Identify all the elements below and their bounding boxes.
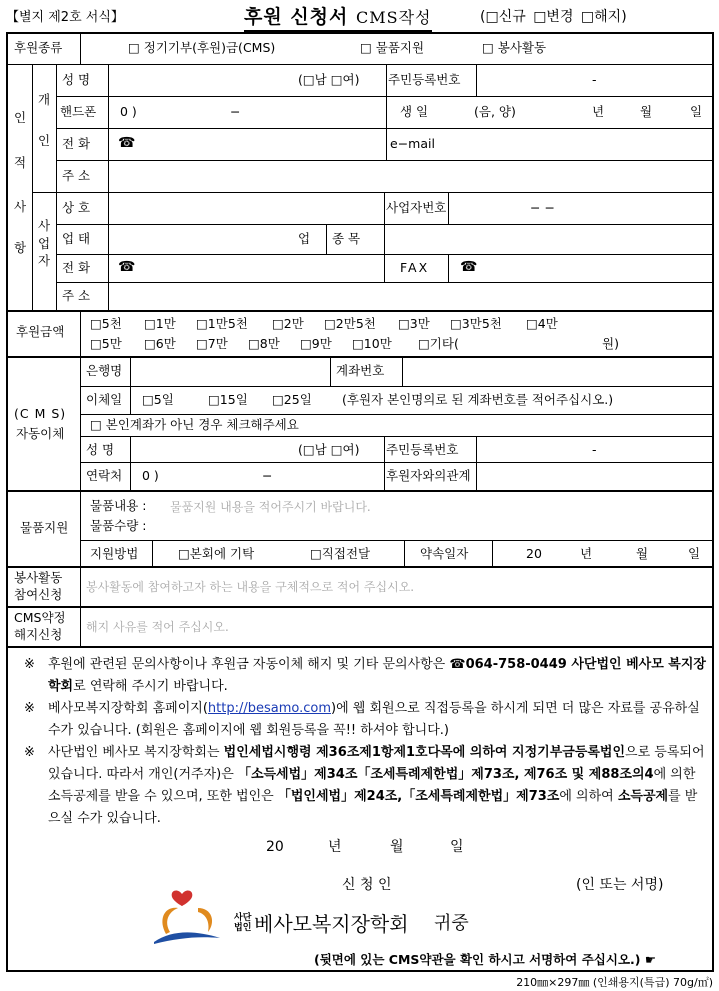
volunteer-label-1: 봉사활동 <box>14 570 63 585</box>
rule <box>8 356 712 358</box>
label-char: 인 <box>13 110 27 125</box>
label-char: 개 <box>37 92 51 107</box>
rule <box>386 96 387 160</box>
sign-year-label: 년 <box>328 839 342 855</box>
corp-small-2: 법인 <box>234 923 252 933</box>
amount-option[interactable]: □5천 <box>90 316 122 331</box>
cms-cancel-placeholder[interactable]: 해지 사유를 적어 주십시오. <box>86 620 229 634</box>
rule <box>80 310 81 648</box>
support-type-goods-checkbox[interactable]: □ 물품지원 <box>360 40 425 55</box>
note-bold: 「법인세법」제24조,「조세특례제한법」제73조 <box>277 789 560 804</box>
rule <box>330 356 331 386</box>
amount-other-unit: 원) <box>602 336 619 351</box>
transfer-day-label: 이체일 <box>86 392 123 407</box>
corp-small-1: 사단 <box>234 913 252 923</box>
label-char: 업 <box>37 235 51 251</box>
note-text: 베사모복지장학회 홈페이지( <box>48 701 208 716</box>
amount-option[interactable]: □1만 <box>144 316 176 331</box>
holder-contact-dash: − <box>262 468 273 483</box>
auto-transfer-label: 자동이체 <box>16 426 65 441</box>
appointment-year-label: 년 <box>580 546 593 561</box>
phone-icon: ☎ <box>118 259 136 275</box>
label-char: 항 <box>13 239 27 255</box>
fax-icon: ☎ <box>460 259 478 275</box>
application-form <box>6 32 714 972</box>
holder-resident-no-dash: - <box>592 442 597 457</box>
back-page-note: (뒷면에 있는 CMS약관을 확인 하시고 서명하여 주십시오.) ☛ <box>314 952 657 967</box>
goods-content-label: 물품내용 : <box>90 498 147 513</box>
rule <box>56 64 57 310</box>
rule <box>130 436 131 490</box>
homepage-link[interactable]: http://besamo.com <box>207 701 332 716</box>
rule <box>80 540 712 541</box>
rule <box>32 192 712 193</box>
note-mark: ※ <box>24 701 35 716</box>
note-text: 사단법인 베사모 복지장학회는 <box>48 745 224 760</box>
gender-checkbox[interactable]: (□남 □여) <box>298 72 360 87</box>
rule <box>8 606 712 608</box>
resident-no-label: 주민등록번호 <box>388 72 461 87</box>
rule <box>384 254 385 282</box>
amount-option[interactable]: □7만 <box>196 336 228 351</box>
amount-option[interactable]: □9만 <box>300 336 332 351</box>
biz-address-label: 주 소 <box>62 288 91 303</box>
form-number: 【별지 제2호 서식】 <box>6 10 124 25</box>
name-label: 성 명 <box>62 72 91 87</box>
birth-day: 일 <box>690 104 703 119</box>
contact-info: ☎064-758-0449 사단법인 베사모 복지장학회 <box>48 657 706 694</box>
phone-icon: ☎ <box>118 135 136 151</box>
fax-label: FAX <box>400 260 430 275</box>
individual-label <box>35 94 53 147</box>
amount-other-option[interactable]: □기타( <box>418 336 459 351</box>
note-text: 에 의하여 <box>559 789 618 804</box>
form-header <box>0 0 719 32</box>
rule <box>384 436 385 490</box>
title-main: 후원 신청서 <box>244 6 349 28</box>
cms-cancel-label-1: CMS약정 <box>14 610 66 625</box>
appointment-year: 20 <box>526 546 542 561</box>
appointment-month-label: 월 <box>636 546 649 561</box>
address-label: 주 소 <box>62 168 91 183</box>
rule <box>8 646 712 648</box>
label-char: 사 <box>37 218 51 233</box>
transfer-day-15[interactable]: □15일 <box>208 392 248 407</box>
support-method-label: 지원방법 <box>90 546 139 561</box>
note-3 <box>8 742 708 830</box>
business-label <box>35 220 53 268</box>
holder-gender-checkbox[interactable]: (□남 □여) <box>298 442 360 457</box>
relation-label: 후원자와의관계 <box>386 468 471 483</box>
rule <box>8 490 712 492</box>
amount-label: 후원금액 <box>16 324 65 339</box>
sign-month-label: 월 <box>390 839 404 855</box>
rule <box>404 540 405 566</box>
support-type-cms-checkbox[interactable]: □ 정기기부(후원)금(CMS) <box>128 40 276 55</box>
logo-heart <box>172 890 193 906</box>
sign-year: 20 <box>266 839 284 855</box>
rule <box>56 160 712 161</box>
amount-option[interactable]: □4만 <box>526 316 558 331</box>
biz-category-label-1: 업 <box>298 231 311 246</box>
cms-label: (C M S) <box>14 406 67 421</box>
title-suffix: CMS작성 <box>356 8 432 27</box>
note-bold: 소득공제 <box>617 789 669 804</box>
rule <box>80 414 712 415</box>
rule <box>108 64 109 310</box>
rule <box>476 436 477 490</box>
applicant-label: 신 청 인 <box>342 877 392 893</box>
rule <box>56 282 712 283</box>
rule <box>386 64 387 96</box>
birth-month: 월 <box>640 104 653 119</box>
sign-day-label: 일 <box>450 839 464 855</box>
holder-contact-prefix[interactable]: 0 ) <box>142 468 159 483</box>
rule <box>80 386 712 387</box>
amount-option[interactable]: □3만 <box>398 316 430 331</box>
rule <box>32 64 33 310</box>
rule <box>448 192 449 224</box>
bank-label: 은행명 <box>86 363 123 378</box>
amount-option[interactable]: □6만 <box>144 336 176 351</box>
birth-label: 생 일 <box>400 104 429 119</box>
note-bold: 「소득세법」제34조「조세특례제한법」제73조, 제76조 및 제88조의4 <box>237 767 654 782</box>
support-type-label: 후원종류 <box>14 40 63 55</box>
birth-calendar-type[interactable]: (음, 양) <box>474 104 516 119</box>
not-own-account-checkbox[interactable]: □ 본인계좌가 아닌 경우 체크해주세요 <box>90 417 299 432</box>
goods-qty-label: 물품수량 : <box>90 518 147 533</box>
rule <box>402 356 403 386</box>
amount-option[interactable]: □3만5천 <box>450 316 502 331</box>
volunteer-label-2: 참여신청 <box>14 587 63 602</box>
org-name: 베사모복지장학회 <box>254 912 409 936</box>
support-type-volunteer-checkbox[interactable]: □ 봉사활동 <box>482 40 547 55</box>
logo-arc-right <box>198 908 212 932</box>
birth-year: 년 <box>592 104 605 119</box>
rule <box>80 436 712 437</box>
amount-option[interactable]: □5만 <box>90 336 122 351</box>
biz-type-label: 업 태 <box>62 231 91 246</box>
rule <box>56 96 712 97</box>
rule <box>492 540 493 566</box>
appointment-date-label: 약속일자 <box>420 546 469 561</box>
rule <box>384 192 385 224</box>
rule <box>80 462 712 463</box>
holder-resident-no-label: 주민등록번호 <box>386 442 459 457</box>
rule <box>8 310 712 312</box>
email-label: e−mail <box>390 136 435 151</box>
rule <box>448 254 449 282</box>
method-direct-checkbox[interactable]: □직접전달 <box>310 546 371 561</box>
rule <box>476 64 477 96</box>
label-char: 적 <box>13 154 27 170</box>
rule <box>152 540 153 566</box>
phone-label: 핸드폰 <box>60 104 97 119</box>
note-mark: ※ <box>24 657 35 672</box>
holder-name-label: 성 명 <box>86 442 115 457</box>
note-text: )에 웹 회원으로 직접등록을 하시게 되면 더 많은 자료를 공유하실 수가 있습니다. (회원은 홈페이지에 웹 회원등록을 꼭!! 하셔야 합니다.) <box>48 701 700 738</box>
rule <box>326 224 327 254</box>
note-text: 으로 등록되어 있습니다. 따라서 개인(거주자)은 <box>48 745 705 782</box>
rule <box>56 128 712 129</box>
appointment-day-label: 일 <box>688 546 701 561</box>
phone-prefix[interactable]: 0 ) <box>120 104 137 119</box>
paper-size: 210㎜×297㎜ (인쇄용지(특급) 70g/㎡) <box>516 976 713 989</box>
personal-info-label <box>11 112 29 254</box>
application-type-options[interactable]: (□신규 □변경 □해지) <box>480 9 627 25</box>
amount-option[interactable]: □1만5천 <box>196 316 248 331</box>
rule <box>8 64 712 65</box>
cms-cancel-label-2: 해지신청 <box>14 627 63 642</box>
note-mark: ※ <box>24 745 35 760</box>
amount-option[interactable]: □10만 <box>352 336 392 351</box>
amount-option[interactable]: □8만 <box>248 336 280 351</box>
resident-no-dash: - <box>592 72 597 87</box>
goods-content-placeholder[interactable]: 물품지원 내용을 적어주시기 바랍니다. <box>170 500 371 514</box>
phone-dash: − <box>230 104 241 119</box>
rule <box>8 566 712 568</box>
volunteer-placeholder[interactable]: 봉사활동에 참여하고자 하는 내용을 구체적으로 적어 주십시오. <box>86 580 415 594</box>
note-text: 로 연락해 주시기 바랍니다. <box>73 679 228 694</box>
goods-label: 물품지원 <box>20 520 69 535</box>
note-bold: 법인세법시행령 제36조제1항제1호다목에 의하여 지정기부금등록법인 <box>223 745 626 760</box>
tel-label: 전 화 <box>62 136 91 151</box>
label-char: 인 <box>37 132 51 148</box>
logo-base <box>154 932 220 944</box>
logo-arc-left <box>162 908 178 934</box>
holder-contact-label: 연락처 <box>86 468 123 483</box>
biz-no-label: 사업자번호 <box>386 200 447 215</box>
rule <box>130 356 131 414</box>
note-text: 후원에 관련된 문의사항이나 후원금 자동이체 해지 및 기타 문의사항은 <box>48 657 450 672</box>
amount-option[interactable]: □2만 <box>272 316 304 331</box>
method-deposit-checkbox[interactable]: □본회에 기탁 <box>178 546 255 561</box>
note-1 <box>8 654 708 698</box>
amount-option[interactable]: □2만5천 <box>324 316 376 331</box>
rule <box>80 34 81 64</box>
biz-tel-label: 전 화 <box>62 260 91 275</box>
note-text: 를 받으실 수가 있습니다. <box>48 789 698 826</box>
biz-no-dash: − − <box>530 200 555 215</box>
sign-note: (인 또는 서명) <box>576 877 664 893</box>
rule <box>384 224 385 254</box>
transfer-note: (후원자 본인명의로 된 계좌번호를 적어주십시오.) <box>342 392 614 407</box>
account-label: 계좌번호 <box>336 363 385 378</box>
org-suffix: 귀중 <box>434 913 469 934</box>
notes-section <box>8 654 708 830</box>
note-text: 에 의한 소득공제를 받을 수 있으며, 또한 법인은 <box>48 767 696 804</box>
biz-category-label-2: 종 목 <box>332 231 361 246</box>
besamo-logo <box>148 886 228 946</box>
transfer-day-5[interactable]: □5일 <box>142 392 174 407</box>
note-2 <box>8 698 708 742</box>
page-title <box>244 2 432 32</box>
label-char: 자 <box>37 253 51 268</box>
company-label: 상 호 <box>62 200 91 215</box>
transfer-day-25[interactable]: □25일 <box>272 392 312 407</box>
label-char: 사 <box>13 199 27 214</box>
